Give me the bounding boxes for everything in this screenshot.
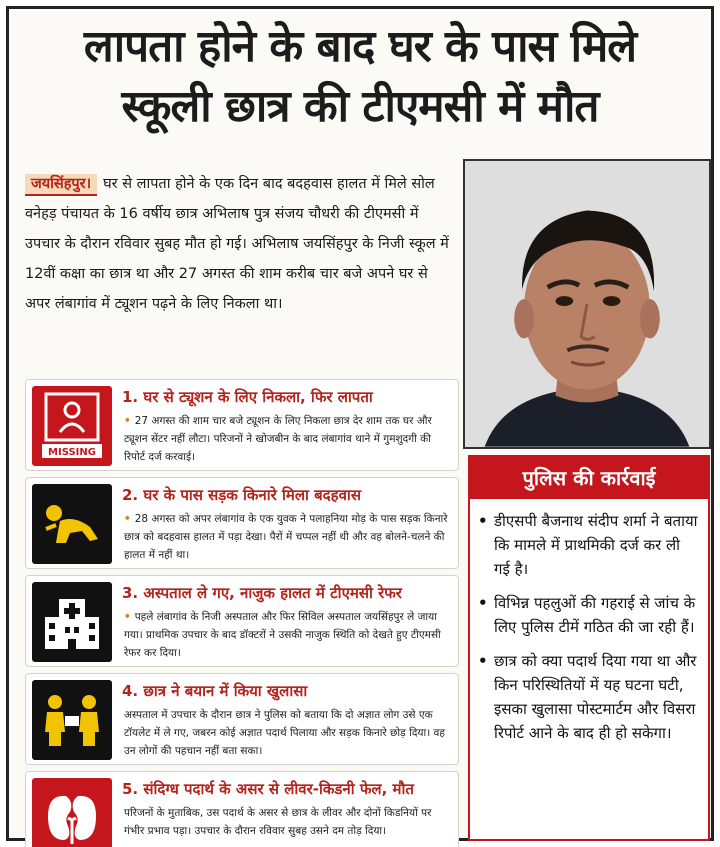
step-body: • 27 अगस्त की शाम चार बजे ट्यूशन के लिए निकला छात्र देर शाम तक घर और ट्यूशन सेंटर नहीं लौटा। परिजनों ने खोजबीन के बाद लंबागांव थाने में गुमशुदगी की रिपोर्ट दर्ज करवाई। — [124, 415, 432, 463]
missing-person-icon — [32, 386, 112, 466]
headline — [9, 17, 711, 137]
police-action-heading: पुलिस की कार्रवाई — [470, 457, 708, 499]
step-body: • पहले लंबागांव के निजी अस्पताल और फिर सिविल अस्पताल जयसिंहपुर ले जाया गया। प्राथमिक उपचार के बाद डॉक्टरों ने उसकी नाजुक स्थिति को देखते हुए टीएमसी रेफर कर दिया। — [124, 611, 441, 659]
student-photo — [463, 159, 711, 449]
timeline-steps — [25, 379, 459, 847]
headline-line-2: स्कूली छात्र की टीएमसी में मौत — [121, 81, 599, 132]
missing-label: MISSING — [48, 447, 96, 458]
step-item-4 — [25, 673, 459, 765]
hospital-icon — [32, 582, 112, 662]
collapsed-person-icon — [32, 484, 112, 564]
step-title: 3. अस्पताल ले गए, नाजुक हालत में टीएमसी रेफर — [122, 584, 402, 602]
kidney-icon — [32, 778, 112, 847]
step-title: 1. घर से ट्यूशन के लिए निकला, फिर लापता — [122, 388, 373, 406]
intro-text: घर से लापता होने के एक दिन बाद बदहवास हालत में मिले सोल वनेहड़ पंचायत के 16 वर्षीय छात्र अभिलाष पुत्र संजय चौधरी की टीएमसी में उपचार के दौरान रविवार सुबह मौत हो गई। अभिलाष जयसिंहपुर के निजी स्कूल में 12वीं कक्षा का छात्र था और 27 अगस्त की शाम करीब चार बजे अपने घर से अपर लंबागांव में ट्यूशन पढ़ने के लिए निकला था। — [25, 176, 449, 312]
step-item-5 — [25, 771, 459, 847]
intro-paragraph — [25, 169, 455, 319]
police-action-list — [470, 499, 708, 745]
step-title: 5. संदिग्ध पदार्थ के असर से लीवर-किडनी फेल, मौत — [122, 780, 414, 798]
police-action-item: • छात्र को क्या पदार्थ दिया गया था और किन परिस्थितियों में यह घटना घटी, इसका खुलासा पोस्टमार्टम और विसरा रिपोर्ट आने के बाद ही हो सकेगा। — [478, 649, 700, 745]
step-body: • 28 अगस्त को अपर लंबागांव के एक युवक ने पलाहनिया मोड़ के पास सड़क किनारे छात्र को बदहवास हालत में पड़ा देखा। पैरों में चप्पल नहीं थी और वह बोलने-चलने की हालत में नहीं था। — [124, 513, 448, 561]
police-action-item: • डीएसपी बैजनाथ संदीप शर्मा ने बताया कि मामले में प्राथमिकी दर्ज कर ली गई है। — [478, 509, 700, 581]
police-action-box — [468, 455, 710, 841]
news-clipping — [6, 6, 714, 841]
step-title: 4. छात्र ने बयान में किया खुलासा — [122, 682, 308, 700]
student-portrait-image — [465, 161, 709, 447]
dateline: जयसिंहपुर। — [25, 174, 97, 196]
step-item-2 — [25, 477, 459, 569]
step-body: अस्पताल में उपचार के दौरान छात्र ने पुलिस को बताया कि दो अज्ञात लोग उसे एक टॉयलेट में ले गए, जबरन कोई अज्ञात पदार्थ पिलाया और सड़क किनारे छोड़ दिया। वह उन लोगों की पहचान नहीं बता सका। — [124, 709, 445, 757]
step-item-1 — [25, 379, 459, 471]
headline-line-1: लापता होने के बाद घर के पास मिले — [83, 21, 637, 72]
step-title: 2. घर के पास सड़क किनारे मिला बदहवास — [122, 486, 361, 504]
police-action-item: • विभिन्न पहलुओं की गहराई से जांच के लिए पुलिस टीमें गठित की जा रही हैं। — [478, 591, 700, 639]
step-body: परिजनों के मुताबिक, उस पदार्थ के असर से छात्र के लीवर और दोनों किडनियों पर गंभीर प्रभाव पड़ा। उपचार के दौरान रविवार सुबह उसने दम तोड़ दिया। — [124, 807, 432, 837]
statement-people-icon — [32, 680, 112, 760]
step-item-3 — [25, 575, 459, 667]
